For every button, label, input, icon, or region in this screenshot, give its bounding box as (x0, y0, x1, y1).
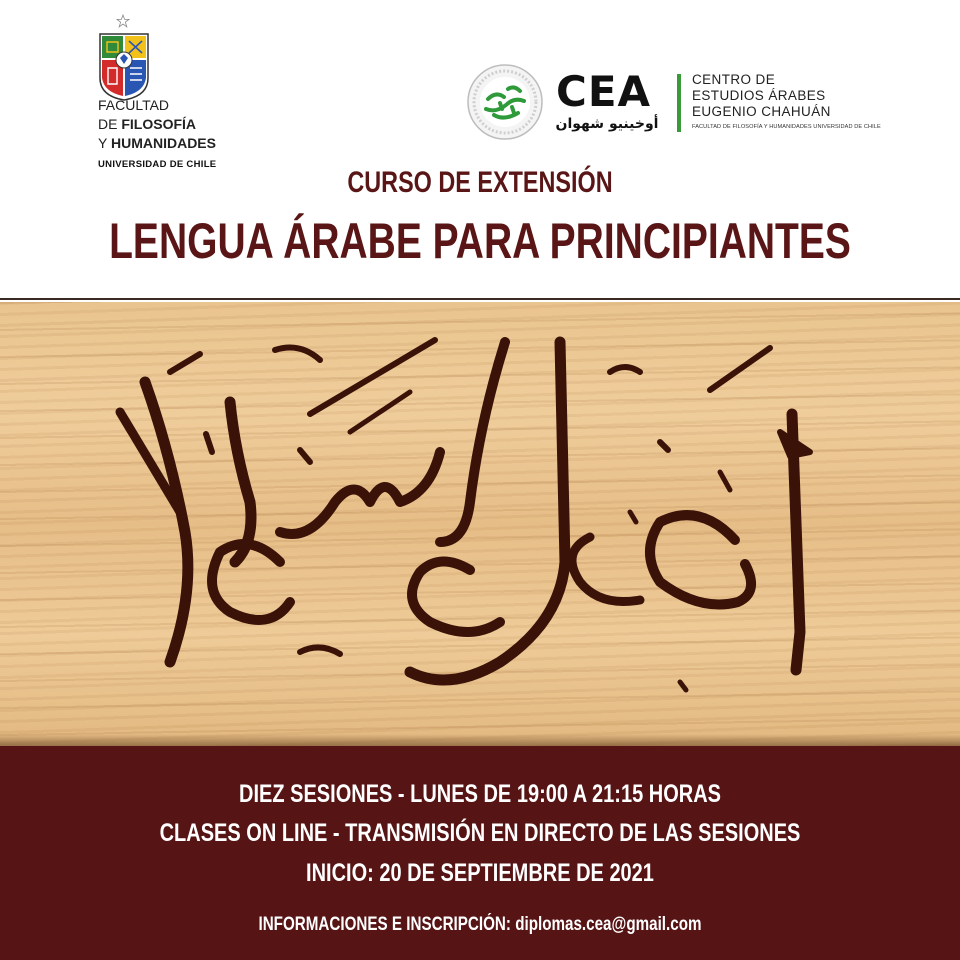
contact-info: INFORMACIONES E INSCRIPCIÓN: diplomas.cea@gmail.com (258, 914, 702, 935)
faculty-line-3-prefix: Y (98, 135, 111, 151)
faculty-name (98, 96, 248, 174)
course-kicker: CURSO DE EXTENSIÓN (347, 166, 613, 199)
faculty-line-3-strong: HUMANIDADES (110, 135, 216, 151)
faculty-line-2 (98, 115, 248, 134)
cea-faculty-line: FACULTAD DE FILOSOFÍA Y HUMANIDADES UNIVERSIDAD DE CHILE (692, 124, 881, 130)
faculty-line-2-strong: FILOSOFÍA (121, 116, 197, 132)
cea-arabic-name: أوخينيو شهوان (555, 116, 659, 132)
cea-center-line-1: CENTRO DE (692, 72, 776, 87)
cea-center-name (692, 72, 831, 120)
star-icon (116, 14, 130, 28)
start-date: INICIO: 20 DE SEPTIEMBRE DE 2021 (306, 859, 654, 887)
cea-center-line-3: EUGENIO CHAHUÁN (692, 104, 831, 119)
online-info: CLASES ON LINE - TRANSMISIÓN EN DIRECTO DE LAS SESIONES (159, 819, 801, 847)
university-crest-icon (98, 32, 150, 102)
header (0, 0, 960, 300)
faculty-line-3 (98, 134, 248, 153)
cea-center-line-2: ESTUDIOS ÁRABES (692, 88, 826, 103)
cea-logotype: CEA (556, 67, 652, 116)
arabic-calligraphy-seal-icon (466, 63, 544, 141)
wood-panel (0, 302, 960, 746)
ahlan-wa-sahlan-calligraphy (0, 302, 960, 746)
wood-shadow (0, 734, 960, 746)
cea-divider (677, 74, 681, 132)
university-name: UNIVERSIDAD DE CHILE (98, 159, 217, 170)
info-footer (0, 746, 960, 960)
faculty-line-2-prefix: DE (98, 116, 122, 132)
sessions-info: DIEZ SESIONES - LUNES DE 19:00 A 21:15 HORAS (239, 780, 721, 808)
faculty-line-1: FACULTAD (98, 97, 170, 113)
course-title: LENGUA ÁRABE PARA PRINCIPIANTES (109, 213, 851, 269)
